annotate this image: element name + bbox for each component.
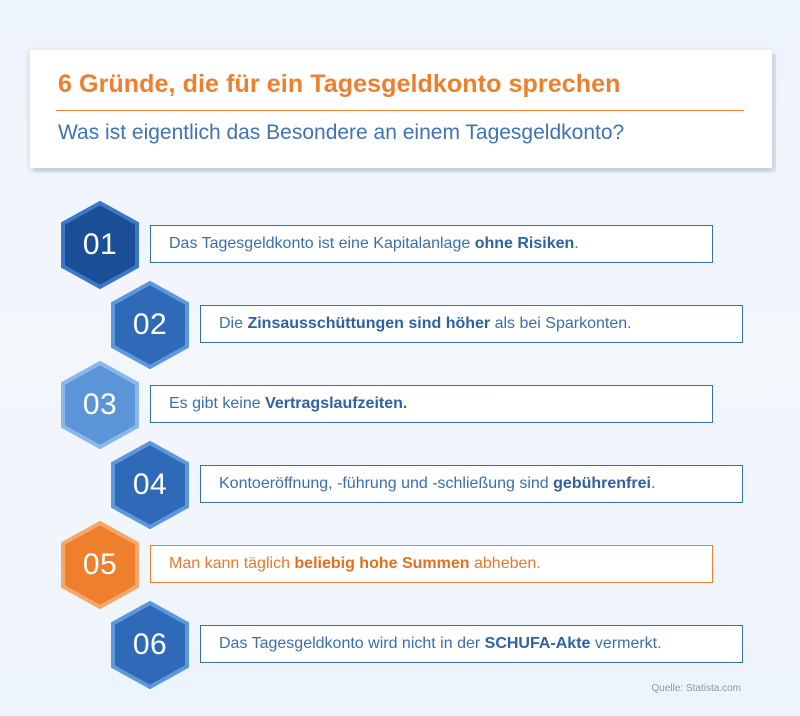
reason-highlight: beliebig hohe Summen <box>294 555 470 572</box>
title-divider <box>56 110 744 111</box>
reason-text: Kontoeröffnung, -führung und -schließung sind <box>219 475 554 492</box>
reason-text-end: . <box>574 235 579 252</box>
hexagon-badge-03 <box>60 360 140 450</box>
page-subtitle: Was ist eigentlich das Besondere an einem Tagesgeldkonto? <box>58 121 625 144</box>
reason-number: 02 <box>132 308 168 341</box>
reason-box-04 <box>200 465 743 503</box>
header-card <box>30 50 772 168</box>
reason-box-03 <box>150 385 713 423</box>
reason-box-02 <box>200 305 743 343</box>
reason-highlight: ohne Risiken <box>474 235 575 252</box>
reason-highlight: gebührenfrei <box>553 475 651 492</box>
reason-text-end: . <box>650 475 656 492</box>
reason-highlight: Vertragslaufzeiten. <box>265 395 408 412</box>
reason-number: 04 <box>132 468 168 501</box>
reason-text-end: als bei Sparkonten. <box>490 315 632 332</box>
reason-text: Die <box>219 315 248 332</box>
source-credit: Quelle: Statista.com <box>651 683 741 694</box>
reason-box-06 <box>200 625 743 663</box>
reason-box-01 <box>150 225 713 263</box>
reason-text: Es gibt keine <box>169 395 266 412</box>
hexagon-badge-01 <box>60 200 140 290</box>
reason-number: 01 <box>82 228 118 261</box>
reason-text: Das Tagesgeldkonto wird nicht in der <box>219 635 485 652</box>
hexagon-badge-05 <box>60 520 140 610</box>
hexagon-badge-04 <box>110 440 190 530</box>
reason-text: Das Tagesgeldkonto ist eine Kapitalanlage <box>169 235 475 252</box>
reason-text: Man kann täglich <box>169 555 295 572</box>
reason-text-end: abheben. <box>469 555 541 572</box>
reason-number: 05 <box>82 548 118 581</box>
reason-box-05 <box>150 545 713 583</box>
page-title: 6 Gründe, die für ein Tagesgeldkonto sprechen <box>58 70 621 98</box>
reason-highlight: Zinsausschüttungen sind höher <box>247 315 491 332</box>
hexagon-badge-06 <box>110 600 190 690</box>
reason-number: 06 <box>132 628 168 661</box>
reason-text-end: vermerkt. <box>590 635 662 652</box>
hexagon-badge-02 <box>110 280 190 370</box>
reason-number: 03 <box>82 388 118 421</box>
reason-highlight: SCHUFA-Akte <box>484 635 591 652</box>
